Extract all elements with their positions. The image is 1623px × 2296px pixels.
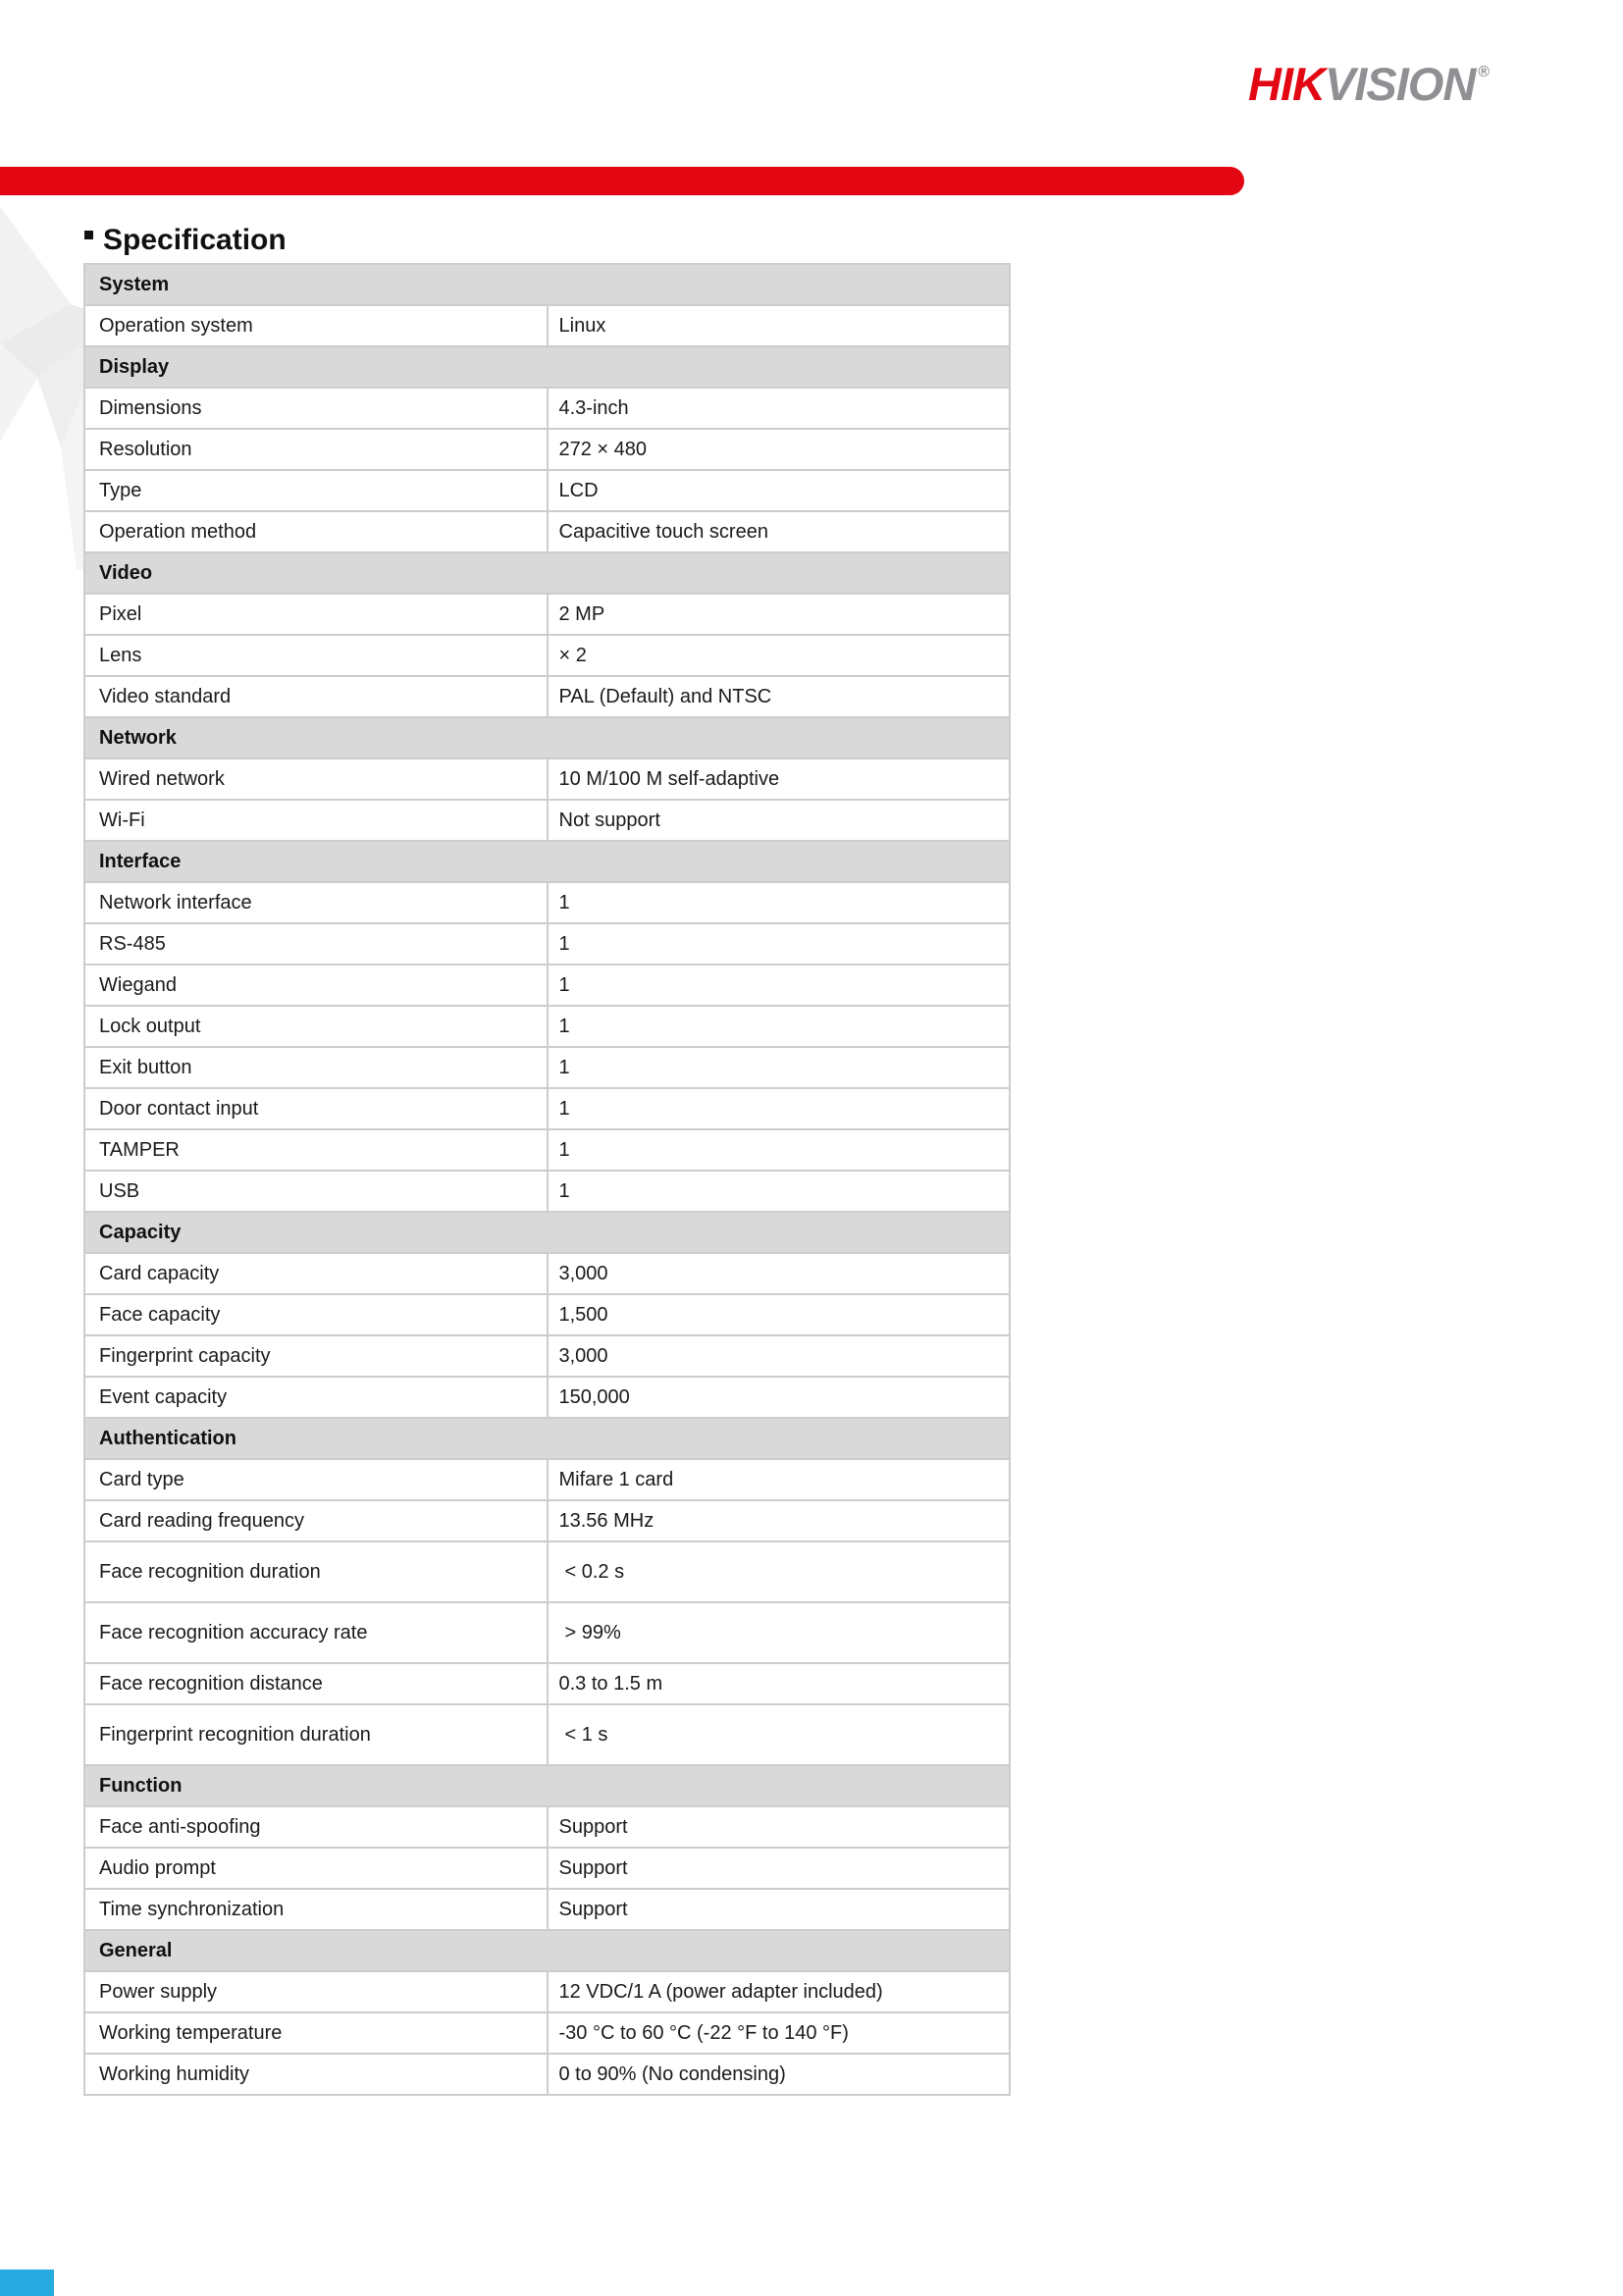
spec-label: Operation system	[84, 305, 548, 346]
logo-vision-text: VISION	[1324, 58, 1476, 110]
spec-label: Time synchronization	[84, 1889, 548, 1930]
spec-row	[84, 1459, 1010, 1500]
spec-value: 1	[548, 1129, 1011, 1171]
spec-label: Card type	[84, 1459, 548, 1500]
section-header: Network	[84, 717, 1010, 758]
spec-value: < 0.2 s	[548, 1541, 1011, 1602]
spec-value: 0.3 to 1.5 m	[548, 1663, 1011, 1704]
spec-label: Pixel	[84, 594, 548, 635]
spec-label: Card reading frequency	[84, 1500, 548, 1541]
section-title	[84, 224, 287, 257]
section-header-row	[84, 346, 1010, 388]
section-header-row	[84, 1212, 1010, 1253]
section-header: Authentication	[84, 1418, 1010, 1459]
spec-row	[84, 2012, 1010, 2054]
spec-value: × 2	[548, 635, 1011, 676]
spec-row	[84, 882, 1010, 923]
spec-row	[84, 1088, 1010, 1129]
spec-value: 3,000	[548, 1335, 1011, 1377]
spec-row	[84, 1171, 1010, 1212]
spec-row	[84, 758, 1010, 800]
spec-value: 13.56 MHz	[548, 1500, 1011, 1541]
spec-row	[84, 635, 1010, 676]
spec-value: 1	[548, 1006, 1011, 1047]
spec-row	[84, 594, 1010, 635]
spec-row	[84, 1047, 1010, 1088]
spec-row	[84, 1704, 1010, 1765]
spec-row	[84, 1848, 1010, 1889]
spec-row	[84, 429, 1010, 470]
spec-label: Face capacity	[84, 1294, 548, 1335]
spec-label: Wi-Fi	[84, 800, 548, 841]
spec-value: 1	[548, 1047, 1011, 1088]
spec-label: Lens	[84, 635, 548, 676]
spec-label: RS-485	[84, 923, 548, 965]
spec-label: Wired network	[84, 758, 548, 800]
hikvision-logo	[1248, 57, 1489, 111]
spec-row	[84, 1971, 1010, 2012]
spec-value: < 1 s	[548, 1704, 1011, 1765]
spec-label: Card capacity	[84, 1253, 548, 1294]
spec-value: 0 to 90% (No condensing)	[548, 2054, 1011, 2095]
spec-value: 272 × 480	[548, 429, 1011, 470]
spec-value: 2 MP	[548, 594, 1011, 635]
spec-label: Working temperature	[84, 2012, 548, 2054]
spec-value: 1,500	[548, 1294, 1011, 1335]
spec-label: Exit button	[84, 1047, 548, 1088]
spec-value: Support	[548, 1806, 1011, 1848]
spec-value: > 99%	[548, 1602, 1011, 1663]
spec-value: Linux	[548, 305, 1011, 346]
registered-trademark-icon: ®	[1478, 64, 1490, 80]
spec-label: Fingerprint recognition duration	[84, 1704, 548, 1765]
spec-label: Wiegand	[84, 965, 548, 1006]
spec-row	[84, 511, 1010, 552]
spec-value: 3,000	[548, 1253, 1011, 1294]
spec-label: Video standard	[84, 676, 548, 717]
section-header: Function	[84, 1765, 1010, 1806]
spec-row	[84, 1006, 1010, 1047]
spec-label: Event capacity	[84, 1377, 548, 1418]
spec-value: 4.3-inch	[548, 388, 1011, 429]
spec-row	[84, 1541, 1010, 1602]
spec-row	[84, 1129, 1010, 1171]
section-header-row	[84, 552, 1010, 594]
section-header-row	[84, 717, 1010, 758]
section-header-row	[84, 1418, 1010, 1459]
spec-label: Face recognition duration	[84, 1541, 548, 1602]
spec-row	[84, 800, 1010, 841]
spec-label: Type	[84, 470, 548, 511]
spec-row	[84, 1500, 1010, 1541]
spec-row	[84, 1335, 1010, 1377]
spec-label: Network interface	[84, 882, 548, 923]
specification-table	[83, 263, 1011, 2096]
spec-label: Face recognition accuracy rate	[84, 1602, 548, 1663]
spec-value: LCD	[548, 470, 1011, 511]
footer-blue-bar	[0, 2270, 54, 2296]
spec-row	[84, 965, 1010, 1006]
spec-value: PAL (Default) and NTSC	[548, 676, 1011, 717]
spec-label: Resolution	[84, 429, 548, 470]
spec-value: 1	[548, 1088, 1011, 1129]
section-header: Display	[84, 346, 1010, 388]
spec-label: USB	[84, 1171, 548, 1212]
spec-value: Support	[548, 1889, 1011, 1930]
spec-row	[84, 1806, 1010, 1848]
spec-row	[84, 1253, 1010, 1294]
spec-row	[84, 1377, 1010, 1418]
spec-value: 150,000	[548, 1377, 1011, 1418]
spec-label: Face recognition distance	[84, 1663, 548, 1704]
spec-row	[84, 1602, 1010, 1663]
spec-label: Face anti-spoofing	[84, 1806, 548, 1848]
spec-value: -30 °C to 60 °C (-22 °F to 140 °F)	[548, 2012, 1011, 2054]
red-banner-bar	[0, 167, 1244, 195]
spec-label: Fingerprint capacity	[84, 1335, 548, 1377]
spec-value: 12 VDC/1 A (power adapter included)	[548, 1971, 1011, 2012]
logo-hik-text: HIK	[1248, 58, 1325, 110]
section-header-row	[84, 1765, 1010, 1806]
spec-value: Not support	[548, 800, 1011, 841]
section-header: General	[84, 1930, 1010, 1971]
spec-label: TAMPER	[84, 1129, 548, 1171]
spec-row	[84, 470, 1010, 511]
title-bullet-icon	[84, 231, 93, 239]
spec-value: Mifare 1 card	[548, 1459, 1011, 1500]
spec-value: 10 M/100 M self-adaptive	[548, 758, 1011, 800]
spec-row	[84, 1663, 1010, 1704]
spec-label: Power supply	[84, 1971, 548, 2012]
spec-value: Support	[548, 1848, 1011, 1889]
spec-row	[84, 388, 1010, 429]
spec-label: Dimensions	[84, 388, 548, 429]
spec-row	[84, 676, 1010, 717]
spec-row	[84, 1889, 1010, 1930]
spec-row	[84, 1294, 1010, 1335]
section-header: Capacity	[84, 1212, 1010, 1253]
section-header-row	[84, 841, 1010, 882]
spec-row	[84, 923, 1010, 965]
spec-value: 1	[548, 1171, 1011, 1212]
spec-label: Audio prompt	[84, 1848, 548, 1889]
spec-row	[84, 305, 1010, 346]
spec-label: Door contact input	[84, 1088, 548, 1129]
spec-label: Lock output	[84, 1006, 548, 1047]
spec-value: 1	[548, 882, 1011, 923]
spec-label: Working humidity	[84, 2054, 548, 2095]
section-header-row	[84, 1930, 1010, 1971]
section-header: Interface	[84, 841, 1010, 882]
spec-value: 1	[548, 923, 1011, 965]
spec-row	[84, 2054, 1010, 2095]
page-title: Specification	[103, 224, 287, 256]
section-header-row	[84, 264, 1010, 305]
spec-value: Capacitive touch screen	[548, 511, 1011, 552]
spec-value: 1	[548, 965, 1011, 1006]
spec-label: Operation method	[84, 511, 548, 552]
section-header: Video	[84, 552, 1010, 594]
section-header: System	[84, 264, 1010, 305]
